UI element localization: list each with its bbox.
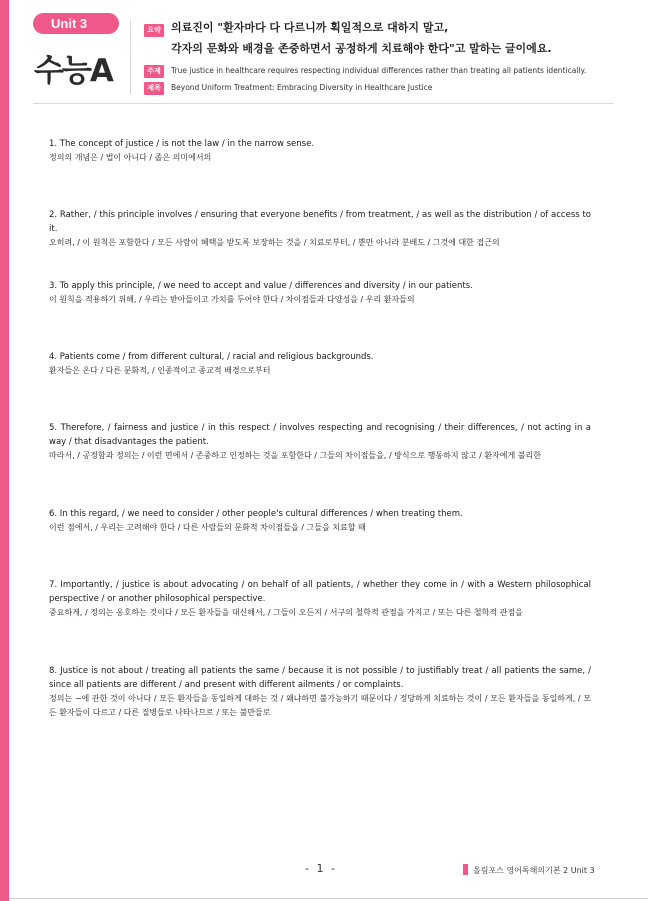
sentence-english: 2. Rather, / this principle involves / ensuring that everyone benefits / from treatment, / as well as the distribution / of access to it. [49,210,591,234]
sentence-block-8 [49,664,591,720]
footer-book-text: 올림포스 영어독해의기본 2 Unit 3 [473,866,595,875]
summary-line-1: 의료진이 "환자마다 다 다르니까 획일적으로 대하지 말고, [171,21,449,34]
sentence-english: 3. To apply this principle, / we need to accept and value / differences and diversity / in our patients. [49,281,473,291]
footer-marker-icon [463,864,468,875]
sentence-block-1 [49,137,591,165]
sentence-korean: 중요하게, / 정의는 옹호하는 것이다 / 모든 환자들을 대신해서, / 그들이 오든지 / 서구의 철학적 관점을 가지고 / 또는 다른 철학적 관점을 [49,608,523,617]
unit-badge: Unit 3 [33,13,119,34]
header-divider [130,20,131,94]
sentence-block-3 [49,279,591,307]
sentence-korean: 따라서, / 공정함과 정의는 / 이런 면에서 / 존중하고 인정하는 것을 포함한다 / 그들의 차이점들을, / 방식으로 행동하지 않고 / 환자에게 불리한 [49,451,541,460]
summary-tag: 요약 [144,24,164,37]
level-title: 수능A [34,53,112,89]
sentence-english: 7. Importantly, / justice is about advocating / on behalf of all patients, / whether they come in / with a Western philosophical perspective / or another philosophical perspective. [49,580,591,604]
topic-text: True justice in healthcare requires respecting individual differences rather than treating all patients identically. [171,66,587,75]
sentence-english: 1. The concept of justice / is not the law / in the narrow sense. [49,139,315,149]
sentence-english: 4. Patients come / from different cultural, / racial and religious backgrounds. [49,352,374,362]
sentence-korean: 이런 점에서, / 우리는 고려해야 한다 / 다른 사람들의 문화적 차이점들을 / 그들을 치료할 때 [49,523,366,532]
sentence-english: 5. Therefore, / fairness and justice / in this respect / involves respecting and recognising / their differences, / not acting in a way / that disadvantages the patient. [49,423,591,447]
footer-book-label [463,864,595,876]
sentence-english: 8. Justice is not about / treating all patients the same / because it is not possible / to justifiably treat / all patients the same, / since all patients are different / and present with different ailments / or complaints. [49,666,591,690]
left-accent-bar [0,0,9,901]
sentence-korean: 정의는 ~에 관한 것이 아니다 / 모든 환자들을 동일하게 대하는 것 / 왜냐하면 불가능하기 때문이다 / 정당하게 치료하는 것이 / 모든 환자들을 동일하게, / 모든 환자들이 다르고 / 다른 질병들로 나타나므로 / 또는 불만들로 [49,694,591,717]
bottom-rule [9,898,648,899]
sentence-block-4 [49,350,591,378]
header-rule [33,103,613,104]
summary-text [171,17,631,59]
sentence-block-5 [49,421,591,463]
title-text: Beyond Uniform Treatment: Embracing Diversity in Healthcare Justice [171,83,433,92]
sentence-block-6 [49,507,591,535]
sentence-korean: 환자들은 온다 / 다른 문화적, / 인종적이고 종교적 배경으로부터 [49,366,271,375]
sentence-block-2 [49,208,591,250]
sentence-block-7 [49,578,591,620]
page-number: - 1 - [305,862,337,875]
sentence-korean: 오히려, / 이 원칙은 포함한다 / 모든 사람이 혜택을 받도록 보장하는 것을 / 치료로부터, / 뿐만 아니라 분배도 / 그것에 대한 접근의 [49,238,500,247]
summary-line-2: 각자의 문화와 배경을 존중하면서 공정하게 치료해야 한다"고 말하는 글이에요. [171,42,552,55]
sentence-korean: 정의의 개념은 / 법이 아니다 / 좁은 의미에서의 [49,153,212,162]
sentence-korean: 이 원칙을 적용하기 위해, / 우리는 받아들이고 가치를 두어야 한다 / 차이점들과 다양성을 / 우리 환자들의 [49,295,415,304]
sentence-english: 6. In this regard, / we need to consider / other people's cultural differences / when treating them. [49,509,463,519]
topic-tag: 주제 [144,65,164,78]
title-tag: 제목 [144,82,164,95]
